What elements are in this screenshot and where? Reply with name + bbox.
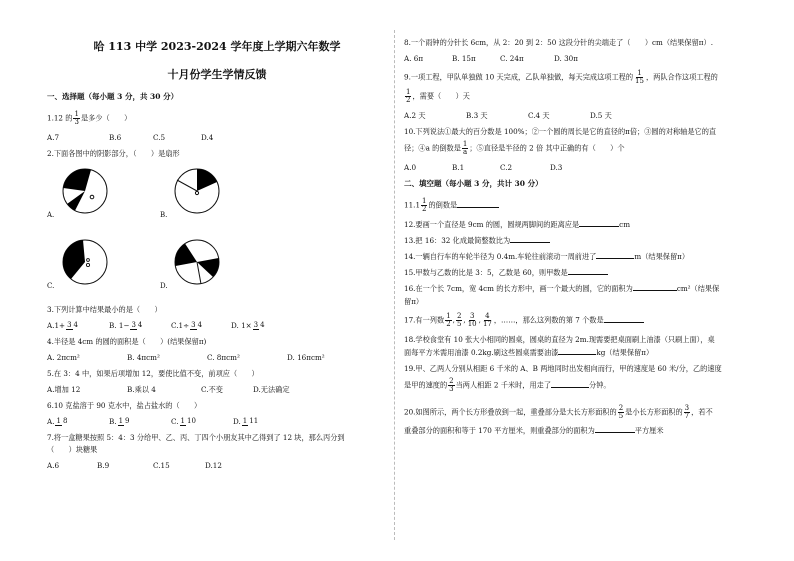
q6-options	[47, 417, 387, 426]
q19-num: 2	[449, 377, 454, 386]
q10-option-a: A.0	[404, 163, 417, 172]
q10-den: a	[463, 148, 468, 156]
q3-option-b-num: 3	[131, 320, 136, 329]
question-4: 4.半径是 4cm 的圆的面积是（ ）(结果保留π)	[47, 336, 207, 346]
q10-option-d: D.3	[550, 163, 563, 172]
q1-option-b: B.6	[109, 132, 122, 142]
q13-answer-blank[interactable]	[510, 242, 550, 243]
q17-fraction-4	[482, 313, 493, 328]
q7-option-d: D.12	[205, 460, 222, 470]
q11-num: 1	[422, 197, 427, 206]
question-20-line1	[404, 405, 750, 420]
q4-option-c: C. 8πcm²	[207, 352, 240, 362]
q4-options	[47, 353, 387, 362]
q17-num-2: 2	[456, 312, 462, 321]
q6-option-d-den: 11	[249, 416, 259, 425]
q10-text-pre: 径；④a 的倒数是	[404, 143, 461, 153]
q20-den-1: 5	[618, 412, 624, 421]
question-9-line1	[404, 70, 750, 85]
q17-fraction-1	[445, 313, 451, 328]
q3-option-c	[171, 321, 231, 330]
section-choice-heading: 一、选择题（每小题 3 分，共 30 分）	[47, 91, 179, 101]
q7-option-b: B.9	[97, 460, 110, 470]
q12-text-post: cm	[619, 220, 631, 230]
q17-den-3: 10	[467, 320, 477, 329]
q6-option-c-num: 1	[180, 416, 185, 425]
q20-fraction-1	[618, 405, 624, 420]
q1-options	[47, 133, 387, 142]
question-3: 3.下列计算中结果最小的是（ ）	[47, 304, 162, 314]
q1-option-d: D.4	[201, 132, 214, 142]
question-18-line2	[404, 348, 750, 357]
q20-text-mid: 是小长方形面积的	[625, 407, 683, 417]
q17-den-1: 2	[446, 320, 451, 329]
q8-option-d: D. 30π	[554, 54, 578, 63]
q5-option-b: B.乘以 4	[127, 384, 156, 394]
q9-fraction-2	[405, 89, 411, 104]
figure-b-circle	[173, 167, 221, 215]
question-11	[404, 198, 750, 213]
q17-text-post: ，……，那么这列数的第 7 个数是	[493, 315, 604, 325]
figure-a-label: A.	[47, 210, 55, 219]
figure-d-circle	[173, 238, 221, 286]
q1-text-post: 是多少（ ）	[80, 113, 132, 123]
section-fill-heading: 二、填空题（每小题 3 分，共计 30 分）	[404, 179, 543, 188]
q3-option-b-text: B. 1−	[109, 320, 130, 330]
question-2: 2.下面各图中的阴影部分，（ ）是扇形	[47, 148, 180, 158]
q20-line2-text-pre: 重叠部分的面积和等于 170 平方厘米，则重叠部分的面积为	[404, 426, 595, 436]
q8-option-c: C. 24π	[500, 54, 524, 63]
q10-option-b: B.1	[452, 163, 465, 172]
q19-text-mid: 当两人相距 2 千米时，用走了	[455, 380, 552, 390]
q3-option-a-num: 3	[67, 320, 72, 329]
q16-text-post: cm²（结果保	[676, 284, 720, 294]
question-16-line1	[404, 284, 750, 293]
q17-text-pre: 17.有一列数	[404, 315, 445, 325]
q19-text-pre: 是甲的速度的	[404, 380, 448, 390]
q3-option-b-den: 4	[137, 320, 143, 329]
q19-den: 3	[449, 385, 454, 394]
q17-answer-blank[interactable]	[604, 322, 644, 323]
q6-option-d-text: D.	[233, 416, 241, 426]
q5-option-d: D.无法确定	[253, 384, 290, 394]
q3-option-c-num: 3	[191, 320, 196, 329]
q11-answer-blank[interactable]	[457, 207, 499, 208]
question-12	[404, 220, 750, 229]
q9-den-2: 2	[406, 96, 411, 104]
q17-den-4: 17	[482, 320, 492, 329]
q3-option-d-num: 3	[253, 320, 259, 329]
q6-option-d-num: 1	[242, 416, 248, 425]
q19-answer-blank[interactable]	[551, 387, 589, 388]
q6-option-c	[171, 417, 233, 426]
q3-option-a-den: 4	[73, 320, 79, 329]
q9-den-1: 15	[635, 77, 644, 85]
question-10-line1: 10.下列说法①最大的百分数是 100%；②一个圆的周长是它的直径的π倍；③圆的对称轴是它的直	[404, 127, 717, 136]
q20-fraction-2	[684, 405, 690, 420]
q11-den: 2	[422, 205, 427, 214]
q4-option-b: B. 4πcm²	[127, 352, 160, 362]
q18-answer-blank[interactable]	[558, 354, 596, 355]
question-19-line2	[404, 378, 750, 393]
column-divider	[394, 30, 395, 540]
q6-option-c-den: 10	[187, 416, 196, 425]
q17-fraction-3	[467, 313, 478, 328]
question-7-line2: （ ）块糖果	[47, 444, 98, 454]
q4-option-d: D. 16πcm²	[287, 352, 325, 362]
q9-option-c: C.4 天	[528, 111, 550, 120]
q20-answer-blank[interactable]	[595, 432, 635, 433]
figure-a-circle	[61, 167, 109, 215]
figure-c-circle	[61, 238, 109, 286]
q18-text-pre: 面每平方米需用油漆 0.2kg.刷这些圆桌需要油漆	[404, 348, 559, 358]
q3-option-b	[109, 321, 171, 330]
question-18-line1: 18.学校食堂有 10 张大小相同的圆桌，圆桌的直径为 2m.现需要把桌面刷上油漆（只刷上面），桌	[404, 335, 715, 345]
q9-text-pre: 9.一项工程，甲队单独做 10 天完成，乙队单独做，每天完成这项工程的	[404, 72, 634, 82]
q12-text-pre: 12.要画一个直径是 9cm 的圆，圆规两脚间的距离应是	[404, 220, 580, 230]
q6-option-b-fraction	[118, 418, 131, 426]
q19-fraction	[448, 378, 454, 393]
q16-text-pre: 16.在一个长 7cm，宽 4cm 的长方形中，画一个最大的圆，它的面积为	[404, 284, 633, 294]
q3-option-a	[47, 321, 109, 330]
q20-text-pre: 20.如图所示，两个长方形叠放到一起，重叠部分是大长方形面积的	[404, 407, 617, 417]
exam-subtitle: 十月份学生学情反馈	[167, 67, 267, 81]
q13-text: 13.把 16：32 化成最简整数比为	[404, 236, 511, 246]
q6-option-a-text: A.	[47, 416, 55, 426]
q20-den-2: 7	[684, 412, 690, 421]
q1-text-pre: 1.12 的	[47, 113, 73, 123]
q18-text-post: kg（结果保留π）	[596, 348, 654, 358]
q12-answer-blank[interactable]	[579, 226, 619, 227]
q11-number: 11.	[404, 200, 416, 210]
q10-options	[404, 163, 750, 172]
question-17: 17.有一列数 $\frac{1}{2}$ , $\frac{2}{5}$ , $\frac{3}{10}$ , $\frac{4}{17}$ ，……，那么这列数的第 7 个数是	[404, 313, 750, 328]
q6-option-c-fraction	[180, 418, 197, 426]
q3-option-d-text: D. 1×	[231, 320, 252, 330]
q17-fraction-2	[456, 313, 462, 328]
q6-option-b-num: 1	[118, 416, 124, 425]
q7-option-a: A.6	[47, 460, 60, 470]
q9-text-post: ，需要（ ）天	[412, 91, 470, 101]
q5-option-a: A.增加 12	[47, 384, 81, 394]
question-15	[404, 268, 750, 277]
q7-options	[47, 461, 387, 470]
q3-option-a-text: A.1+	[47, 320, 66, 330]
question-6: 6.10 克盐溶于 90 克水中，盐占盐水的（ ）	[47, 400, 202, 410]
q1-option-c: C.5	[153, 132, 166, 142]
question-14	[404, 252, 750, 261]
q5-options	[47, 385, 387, 394]
q9-text-mid: ，两队合作这项工程的	[645, 72, 718, 82]
q1-den: 3	[74, 117, 79, 126]
q2-figures	[47, 165, 387, 305]
q11-fraction	[421, 198, 427, 213]
question-16-line2: 留π）	[404, 297, 424, 307]
question-7-line1: 7.将一盒糖果按照 5：4：3 分给甲、乙、丙、丁四个小朋友其中乙得到了 12 块，那么丙分到	[47, 432, 345, 442]
q6-option-b	[109, 417, 171, 426]
figure-b-label: B.	[160, 210, 168, 219]
q9-num-2: 1	[406, 88, 411, 96]
q9-options	[404, 111, 750, 120]
q8-option-b: B. 15π	[452, 54, 476, 63]
q20-num-1: 2	[618, 404, 624, 413]
q20-line2-text-post: 平方厘米	[634, 426, 664, 436]
q20-text-post: ，若不	[691, 407, 713, 417]
figure-d-label: D.	[160, 281, 168, 290]
q1-fraction	[73, 111, 79, 126]
q6-option-a-num: 1	[56, 416, 61, 425]
question-20-line2	[404, 426, 750, 435]
exam-title: 哈 113 中学 2023-2024 学年度上学期六年数学	[93, 40, 341, 53]
q3-option-c-text: C.1÷	[171, 320, 190, 330]
q3-option-a-fraction	[66, 322, 79, 330]
q15-answer-blank[interactable]	[568, 274, 608, 275]
left-column	[47, 34, 387, 477]
q6-option-c-text: C.	[171, 416, 179, 426]
q3-option-c-den: 4	[197, 320, 203, 329]
q3-option-c-fraction	[190, 322, 203, 330]
q10-fraction	[462, 141, 468, 156]
question-5: 5.在 3：4 中，如果后项增加 12，要使比值不变，前项应（ ）	[47, 368, 259, 378]
q1-option-a: A.7	[47, 132, 60, 142]
question-8: 8.一个雨钟的分针长 6cm，从 2：20 到 2：50 这段分针的尖端走了（ ）cm（结果保留π）.	[404, 38, 713, 47]
q19-text-post: 分钟。	[589, 380, 611, 390]
q16-answer-blank[interactable]	[633, 290, 677, 291]
q4-option-a: A. 2πcm²	[47, 352, 80, 362]
q10-num: 1	[462, 140, 468, 148]
q17-num-1: 1	[446, 312, 451, 321]
figure-c-label: C.	[47, 281, 55, 290]
q3-option-d	[231, 321, 267, 330]
q9-option-d: D.5 天	[590, 111, 612, 120]
q8-options	[404, 54, 750, 63]
q11-whole: 1	[415, 200, 421, 210]
q3-options	[47, 321, 387, 330]
q5-option-c: C.不变	[201, 384, 223, 394]
question-13	[404, 236, 750, 245]
q9-fraction-1	[634, 70, 645, 85]
q9-option-b: B.3 天	[466, 111, 488, 120]
q6-option-a-den: 8	[62, 416, 68, 425]
question-10-line2	[404, 141, 750, 156]
question-1	[47, 111, 387, 126]
question-9-line2	[404, 89, 750, 104]
q3-option-d-fraction	[253, 322, 266, 330]
q6-option-d-fraction	[242, 418, 259, 426]
q11-text: 的倒数是	[428, 200, 458, 210]
question-19-line1: 19.甲、乙两人分别从相距 6 千米的 A、B 两地同时出发相向而行，甲的速度是 60 米/分，乙的速度	[404, 364, 722, 374]
q6-option-a-fraction	[55, 418, 68, 426]
q17-den-2: 5	[456, 320, 462, 329]
q14-text-pre: 14.一辆自行车的车轮半径为 0.4m.车轮往前滚动一周前进了	[404, 252, 597, 262]
q6-option-b-den: 9	[125, 416, 130, 425]
q14-answer-blank[interactable]	[596, 258, 634, 259]
q6-option-a	[47, 417, 109, 426]
q20-num-2: 3	[684, 404, 690, 413]
q15-text: 15.甲数与乙数的比是 3：5，乙数是 60，则甲数是	[404, 268, 568, 278]
q6-option-b-text: B.	[109, 416, 117, 426]
q1-num: 1	[74, 109, 79, 118]
q10-option-c: C.2	[500, 163, 513, 172]
q17-num-4: 4	[485, 312, 490, 321]
q6-option-d	[233, 417, 260, 426]
q9-num-1: 1	[637, 69, 642, 77]
q14-text-post: m（结果保留π）	[634, 252, 690, 262]
q8-option-a: A. 6π	[404, 54, 424, 63]
q3-option-b-fraction	[130, 322, 143, 330]
q17-num-3: 3	[469, 312, 475, 321]
right-column	[404, 34, 750, 442]
q10-text-post: ；⑤直径是半径的 2 倍 其中正确的有（ ）个	[469, 143, 625, 153]
q9-option-a: A.2 天	[404, 111, 426, 120]
q3-option-d-den: 4	[260, 320, 265, 329]
q7-option-c: C.15	[153, 460, 170, 470]
